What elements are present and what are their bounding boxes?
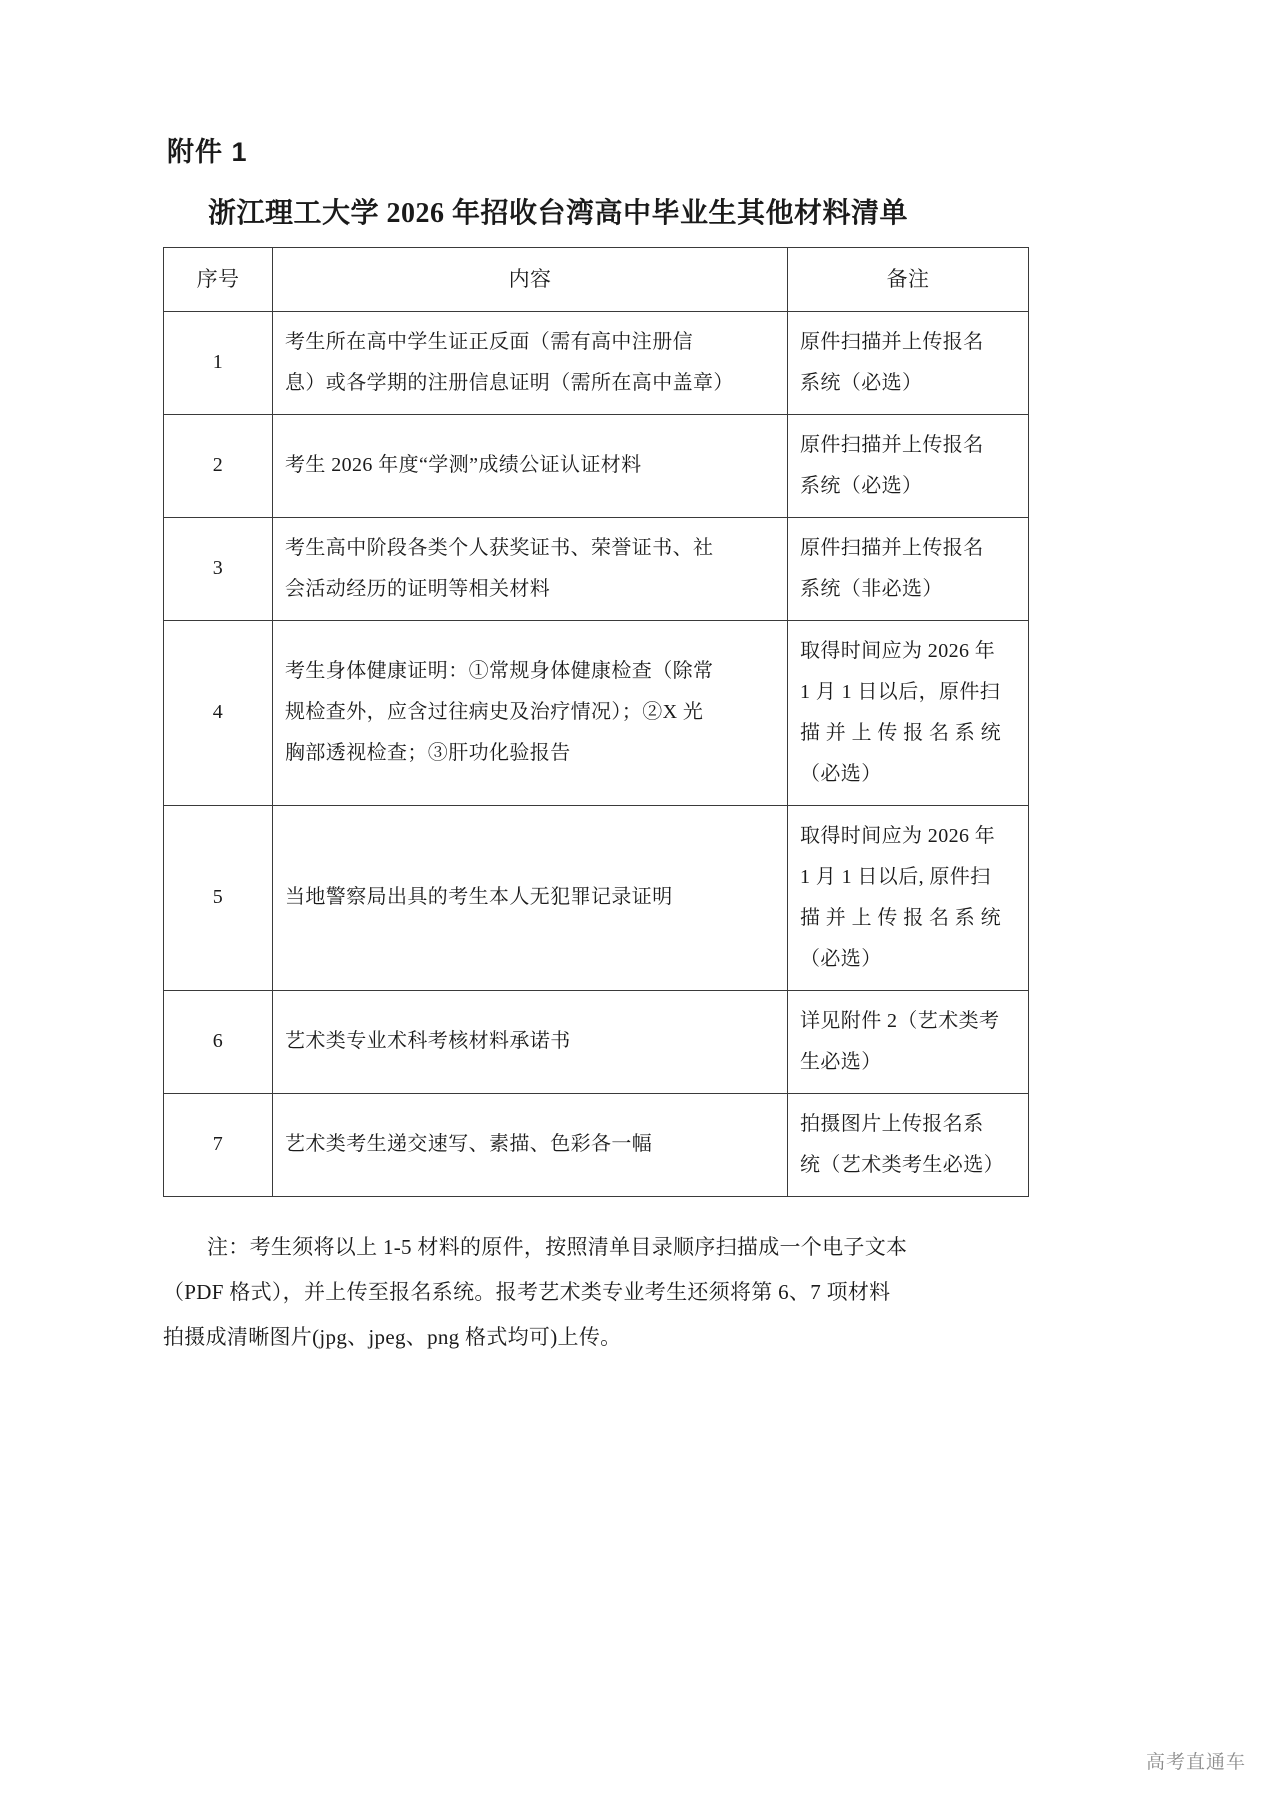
content-line: 考生所在高中学生证正反面（需有高中注册信 [285, 330, 693, 353]
table-note [163, 1225, 953, 1360]
table-header-no: 序号 [164, 247, 273, 311]
row-remark [788, 620, 1029, 805]
table-row [164, 311, 1029, 414]
row-number: 5 [164, 805, 273, 990]
note-line: 拍摄成清晰图片(jpg、jpeg、png 格式均可)上传。 [163, 1325, 622, 1350]
table-row [164, 620, 1029, 805]
remark-line: 取得时间应为 2026 年 [800, 639, 996, 662]
table-row [164, 990, 1029, 1093]
content-line: 胸部透视检查；③肝功化验报告 [285, 742, 571, 765]
table-row [164, 517, 1029, 620]
content-line: 艺术类专业术科考核材料承诺书 [285, 1030, 571, 1053]
content-line: 息）或各学期的注册信息证明（需所在高中盖章） [285, 371, 734, 394]
remark-line: 原件扫描并上传报名 [800, 330, 984, 353]
note-line: （PDF 格式），并上传至报名系统。报考艺术类专业考生还须将第 6、7 项材料 [163, 1279, 891, 1304]
attachment-label: 附件 1 [167, 137, 248, 167]
remark-line: 系统（非必选） [800, 577, 943, 600]
remark-line: （必选） [800, 762, 882, 785]
table-row [164, 1093, 1029, 1196]
remark-line: 1 月 1 日以后, 原件扫 [800, 865, 991, 888]
materials-table [163, 247, 1029, 1197]
table-header-row [164, 247, 1029, 311]
row-remark [788, 311, 1029, 414]
watermark-label: 高考直通车 [1145, 1752, 1246, 1773]
table-row [164, 414, 1029, 517]
row-number: 7 [164, 1093, 273, 1196]
page-title: 浙江理工大学 2026 年招收台湾高中毕业生其他材料清单 [207, 198, 908, 230]
table-row [164, 805, 1029, 990]
remark-line: 1 月 1 日以后，原件扫 [800, 680, 1001, 703]
row-remark [788, 517, 1029, 620]
row-remark [788, 1093, 1029, 1196]
content-line: 当地警察局出具的考生本人无犯罪记录证明 [285, 886, 673, 909]
row-remark [788, 805, 1029, 990]
content-line: 规检查外，应含过往病史及治疗情况）；②X 光 [285, 701, 704, 724]
row-content [273, 1093, 788, 1196]
row-content [273, 990, 788, 1093]
remark-line: （必选） [800, 947, 882, 970]
row-remark [788, 414, 1029, 517]
row-content [273, 311, 788, 414]
note-line [163, 1225, 953, 1270]
row-content [273, 517, 788, 620]
remark-line: 详见附件 2（艺术类考 [800, 1009, 1000, 1032]
remark-line: 系统（必选） [800, 371, 923, 394]
row-number: 6 [164, 990, 273, 1093]
table-header-remark: 备注 [788, 247, 1029, 311]
remark-line: 统（艺术类考生必选） [800, 1153, 1004, 1176]
note-line-text: 注：考生须将以上 1-5 材料的原件，按照清单目录顺序扫描成一个电子文本 [207, 1234, 908, 1259]
content-line: 考生 2026 年度“学测”成绩公证认证材料 [285, 454, 642, 477]
content-line: 会活动经历的证明等相关材料 [285, 577, 551, 600]
remark-line: 原件扫描并上传报名 [800, 536, 984, 559]
row-number: 3 [164, 517, 273, 620]
row-content [273, 805, 788, 990]
remark-line: 系统（必选） [800, 474, 923, 497]
row-content [273, 414, 788, 517]
document-content [163, 0, 1004, 1360]
row-content [273, 620, 788, 805]
remark-line: 生必选） [800, 1050, 882, 1073]
table-header-content: 内容 [273, 247, 788, 311]
remark-line: 描 并 上 传 报 名 系 统 [800, 906, 1001, 929]
remark-line: 取得时间应为 2026 年 [800, 824, 996, 847]
remark-line: 描 并 上 传 报 名 系 统 [800, 721, 1001, 744]
remark-line: 拍摄图片上传报名系 [800, 1112, 984, 1135]
remark-line: 原件扫描并上传报名 [800, 433, 984, 456]
row-remark [788, 990, 1029, 1093]
row-number: 2 [164, 414, 273, 517]
content-line: 艺术类考生递交速写、素描、色彩各一幅 [285, 1133, 653, 1156]
row-number: 1 [164, 311, 273, 414]
content-line: 考生身体健康证明：①常规身体健康检查（除常 [285, 660, 714, 683]
content-line: 考生高中阶段各类个人获奖证书、荣誉证书、社 [285, 536, 714, 559]
row-number: 4 [164, 620, 273, 805]
